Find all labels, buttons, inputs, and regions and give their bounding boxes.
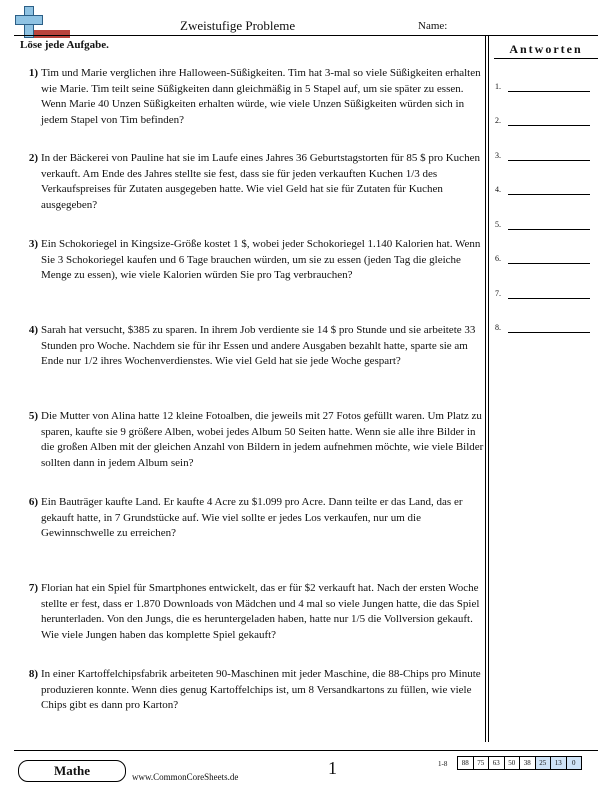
problem-text: In einer Kartoffelchipsfabrik arbeiteten 90-Maschinen mit jeder Maschine, die 88-Chips pro Minute produzieren konnte. Wenn dies genug Kartoffelchips ist, um 8 Versandkartons zu füllen, wie viele Chips gibt es dann pro Karton? — [41, 668, 481, 711]
instructions: Löse jede Aufgabe. — [20, 39, 109, 51]
score-cell: 13 — [550, 756, 567, 770]
answer-slot-4[interactable] — [495, 183, 595, 197]
answer-number: 8. — [495, 323, 501, 332]
logo — [14, 4, 70, 38]
problem-text: In der Bäckerei von Pauline hat sie im Laufe eines Jahres 36 Geburtstagstorten für 85 $ pro Kuchen verkauft. Am Ende des Jahres stellte sie fest, dass sie für jeden verkauften Kuchen 1/3 des Verkaufspreises für Zutaten ausgegeben hatte. Wie viel Geld hat sie für Zutaten für Kuchen ausgegeben? — [41, 152, 480, 211]
answer-slot-8[interactable] — [495, 321, 595, 335]
problem-3 — [18, 237, 486, 284]
problem-1 — [18, 66, 486, 128]
answer-line — [508, 194, 590, 195]
score-cell: 25 — [535, 756, 552, 770]
subject-badge: Mathe — [18, 760, 126, 782]
answers-title-underline — [494, 58, 598, 59]
page-number: 1 — [328, 758, 337, 778]
problem-7 — [18, 581, 486, 643]
problem-text: Florian hat ein Spiel für Smartphones entwickelt, das er für $2 verkauft hat. Nach der ersten Woche stellte er fest, dass er 1.870 Downloads von Mädchen und 4 mal so viele Jungen hatte, die das Spiel herunterladen. Von den Jungs, die es heruntergeladen haben, hatte nur 1/5 die Vollversion gekauft. Wie viele Jungen haben das komplette Spiel gekauft? — [41, 582, 480, 641]
score-range-label: 1-8 — [438, 760, 448, 768]
answer-number: 3. — [495, 151, 501, 160]
problem-text: Tim und Marie verglichen ihre Halloween-Süßigkeiten. Tim hat 3-mal so viele Süßigkeiten erhalten wie Marie. Tim teilt seine Süßigkeiten dann gleichmäßig in 5 Stapel auf, um sie später zu essen. Wenn Marie 40 Unzen Süßigkeiten erhalten würde, wie viele Unzen Süßigkeiten würden sich in jedem Stapel von Tim befinden? — [41, 67, 481, 126]
score-cell: 50 — [504, 756, 521, 770]
score-cell: 88 — [457, 756, 474, 770]
answer-slot-3[interactable] — [495, 149, 595, 163]
answer-line — [508, 160, 590, 161]
site-url: www.CommonCoreSheets.de — [132, 772, 239, 782]
answer-number: 6. — [495, 254, 501, 263]
problem-6 — [18, 495, 486, 542]
answer-number: 5. — [495, 220, 501, 229]
score-cell: 63 — [488, 756, 505, 770]
answer-line — [508, 298, 590, 299]
problem-number: 1) — [28, 67, 38, 79]
logo-bar — [28, 30, 70, 38]
problem-number: 5) — [28, 410, 38, 422]
answers-title: Antworten — [509, 42, 583, 56]
answer-line — [508, 332, 590, 333]
problem-text: Die Mutter von Alina hatte 12 kleine Fotoalben, die jeweils mit 27 Fotos gefüllt waren. Um Platz zu sparen, kaufte sie 9 größere Alben, wobei jedes Album 50 Seiten hatte. Wenn sie alle ihre Bilder in die großen Alben mit der gleichen Anzahl von Bildern in jedem aufnehmen möchte, wie viele Bilder sollten dann in jedem Album sein? — [41, 410, 484, 469]
worksheet-title: Zweistufige Probleme — [180, 18, 296, 33]
answer-slot-7[interactable] — [495, 287, 595, 301]
problem-8 — [18, 667, 486, 714]
problem-number: 6) — [28, 496, 38, 508]
problem-4 — [18, 323, 486, 370]
answer-line — [508, 125, 590, 126]
score-cell: 75 — [473, 756, 490, 770]
column-divider-right — [488, 36, 489, 742]
problem-5 — [18, 409, 486, 471]
plus-icon-horizontal — [15, 15, 43, 25]
footer-divider — [14, 750, 598, 751]
problem-number: 4) — [28, 324, 38, 336]
answer-slot-5[interactable] — [495, 218, 595, 232]
problem-number: 8) — [28, 668, 38, 680]
problem-number: 2) — [28, 152, 38, 164]
answer-number: 4. — [495, 185, 501, 194]
answer-line — [508, 229, 590, 230]
problem-2 — [18, 151, 486, 213]
header-divider — [14, 35, 598, 36]
answer-slot-6[interactable] — [495, 252, 595, 266]
answer-slot-1[interactable] — [495, 80, 595, 94]
problem-number: 7) — [28, 582, 38, 594]
answer-slot-2[interactable] — [495, 114, 595, 128]
problem-text: Ein Schokoriegel in Kingsize-Größe kostet 1 $, wobei jeder Schokoriegel 1.140 Kalorien hat. Wenn Sie 3 Schokoriegel kaufen und 6 Tage brauchen würden, um sie zu essen (jeden Tag die gleiche Menge zu essen), wie viele Kalorien würden Sie pro Tag verbrauchen? — [41, 238, 481, 281]
score-cell: 0 — [566, 756, 583, 770]
name-label: Name: — [418, 20, 448, 32]
answer-number: 7. — [495, 289, 501, 298]
answer-line — [508, 91, 590, 92]
problem-text: Sarah hat versucht, $385 zu sparen. In ihrem Job verdiente sie 14 $ pro Stunde und sie arbeitete 33 Stunden pro Woche. Nachdem sie für ihr Essen und andere Ausgaben bezahlt hatte, sparte sie am Ende nur 1/2 ihres Wochenverdienstes. Wie viel Geld hat sie jede Woche gespart? — [41, 324, 476, 367]
answer-number: 1. — [495, 82, 501, 91]
score-cell: 38 — [519, 756, 536, 770]
problem-number: 3) — [28, 238, 38, 250]
answer-number: 2. — [495, 116, 501, 125]
problem-text: Ein Bauträger kaufte Land. Er kaufte 4 Acre zu $1.099 pro Acre. Dann teilte er das Land, das er gekauft hatte, in 7 Grundstücke auf. Wie viel sollte er jedes Los verkaufen, nur um die Gewinnschwelle zu erreichen? — [41, 496, 463, 539]
score-table — [458, 756, 582, 770]
answer-line — [508, 263, 590, 264]
